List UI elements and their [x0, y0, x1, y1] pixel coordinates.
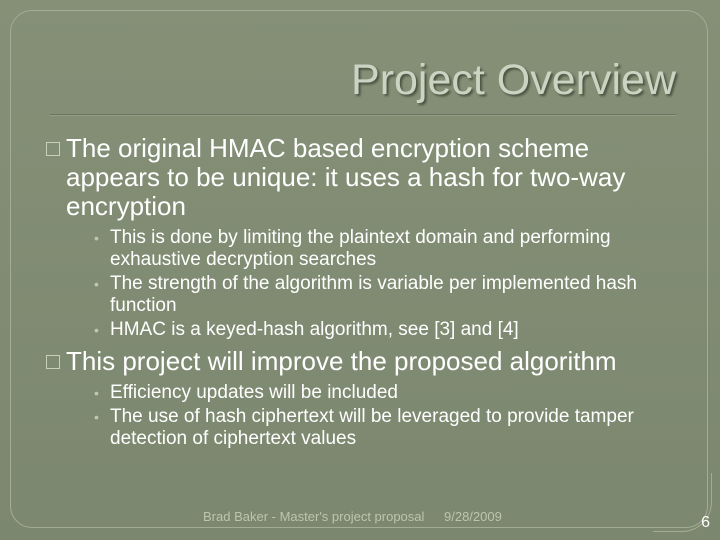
- dot-bullet-icon: •: [94, 322, 99, 338]
- bullet-list: [44, 134, 684, 452]
- square-bullet-icon: [46, 142, 60, 156]
- title-divider: [50, 114, 676, 116]
- sub-bullet-item: [94, 406, 684, 450]
- bullet-text: The original HMAC based encryption scheme appears to be unique: it uses a hash for two-way encryption: [66, 133, 626, 221]
- bullet-item: [44, 134, 684, 221]
- sub-bullet-item: [94, 382, 684, 404]
- bullet-item: [44, 347, 684, 376]
- sub-bullet-list: [94, 227, 684, 341]
- dot-bullet-icon: •: [94, 409, 99, 425]
- sub-bullet-item: [94, 273, 684, 317]
- sub-bullet-list: [94, 382, 684, 450]
- sub-bullet-item: [94, 227, 684, 271]
- footer-date: 9/28/2009: [444, 509, 502, 524]
- dot-bullet-icon: •: [94, 276, 99, 292]
- bullet-text: This project will improve the proposed algorithm: [66, 346, 617, 376]
- sub-bullet-text: The use of hash ciphertext will be leveraged to provide tamper detection of ciphertext values: [110, 406, 634, 449]
- footer-author: Brad Baker - Master's project proposal: [203, 509, 425, 524]
- dot-bullet-icon: •: [94, 385, 99, 401]
- sub-bullet-item: [94, 319, 684, 341]
- square-bullet-icon: [46, 355, 60, 369]
- dot-bullet-icon: •: [94, 230, 99, 246]
- sub-bullet-text: Efficiency updates will be included: [110, 382, 398, 403]
- page-number: 6: [701, 514, 710, 531]
- sub-bullet-text: HMAC is a keyed-hash algorithm, see [3] and [4]: [110, 319, 519, 340]
- sub-bullet-text: This is done by limiting the plaintext domain and performing exhaustive decryption searches: [110, 227, 611, 270]
- slide-title: Project Overview: [351, 56, 676, 104]
- sub-bullet-text: The strength of the algorithm is variable per implemented hash function: [110, 273, 637, 316]
